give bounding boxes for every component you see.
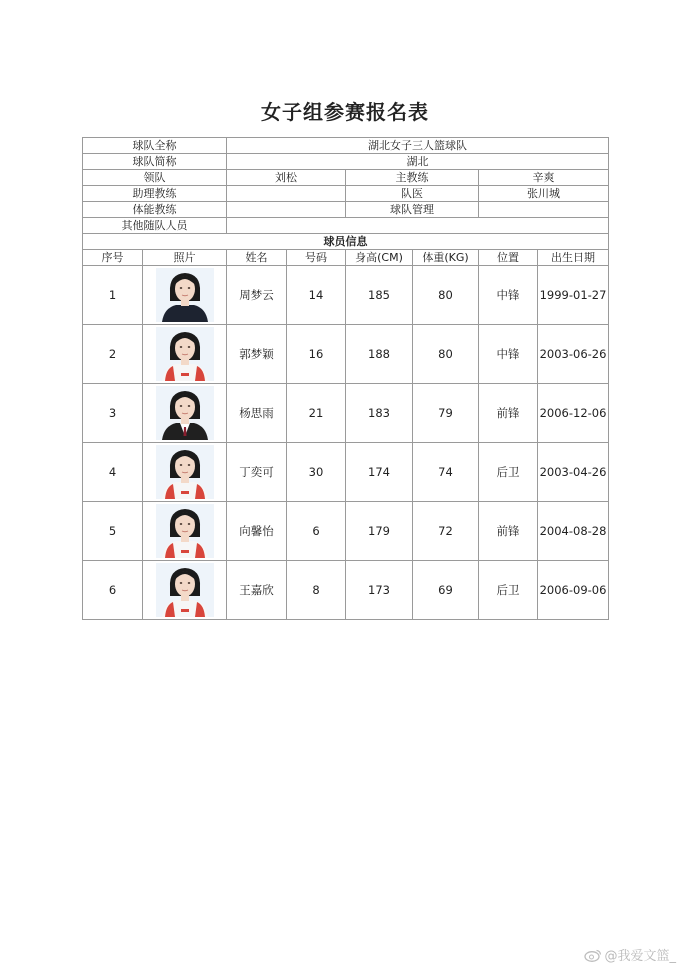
column-header: 序号 [83,250,143,266]
head-coach-value: 辛爽 [479,170,609,186]
player-height: 174 [346,443,413,502]
player-weight: 72 [413,502,479,561]
player-name: 杨思雨 [227,384,287,443]
player-weight: 74 [413,443,479,502]
others-value [227,218,609,234]
head-coach-label: 主教练 [346,170,479,186]
page-title: 女子组参赛报名表 [261,100,429,124]
player-photo-cell [143,502,227,561]
player-index: 6 [83,561,143,620]
player-position: 中锋 [479,325,538,384]
assistant-coach-value [227,186,346,202]
player-birthdate: 2003-04-26 [538,443,609,502]
player-photo-cell [143,384,227,443]
column-header: 体重(KG) [413,250,479,266]
player-height: 173 [346,561,413,620]
player-index: 5 [83,502,143,561]
player-index: 4 [83,443,143,502]
fitness-row [83,202,609,218]
assistant-row [83,186,609,202]
player-name: 王嘉欣 [227,561,287,620]
column-header: 身高(CM) [346,250,413,266]
column-header-row [83,250,609,266]
player-position: 后卫 [479,443,538,502]
player-name: 丁奕可 [227,443,287,502]
column-header: 位置 [479,250,538,266]
player-birthdate: 2006-12-06 [538,384,609,443]
players-section-title: 球员信息 [83,234,609,250]
team-fullname-value: 湖北女子三人篮球队 [227,138,609,154]
player-index: 3 [83,384,143,443]
player-number: 16 [287,325,346,384]
player-position: 后卫 [479,561,538,620]
doctor-value: 张川城 [479,186,609,202]
team-fullname-label: 球队全称 [83,138,227,154]
manager-value [479,202,609,218]
player-weight: 80 [413,325,479,384]
player-row [83,443,609,502]
leader-value: 刘松 [227,170,346,186]
player-photo [156,268,214,322]
player-birthdate: 2004-08-28 [538,502,609,561]
player-number: 8 [287,561,346,620]
others-row [83,218,609,234]
manager-label: 球队管理 [346,202,479,218]
team-fullname-row [83,138,609,154]
leader-row [83,170,609,186]
watermark-text: @我爱文篮_ [604,949,676,964]
column-header: 姓名 [227,250,287,266]
player-birthdate: 2003-06-26 [538,325,609,384]
player-height: 188 [346,325,413,384]
player-name: 向馨怡 [227,502,287,561]
player-photo [156,386,214,440]
registration-table [82,137,609,620]
player-number: 6 [287,502,346,561]
player-index: 1 [83,266,143,325]
column-header: 出生日期 [538,250,609,266]
player-row [83,266,609,325]
player-height: 179 [346,502,413,561]
player-row [83,502,609,561]
column-header: 照片 [143,250,227,266]
player-weight: 79 [413,384,479,443]
player-number: 30 [287,443,346,502]
player-photo [156,563,214,617]
player-weight: 69 [413,561,479,620]
players-section-row [83,234,609,250]
player-index: 2 [83,325,143,384]
player-birthdate: 1999-01-27 [538,266,609,325]
player-photo-cell [143,561,227,620]
player-photo [156,445,214,499]
player-weight: 80 [413,266,479,325]
player-list [83,266,609,620]
player-row [83,325,609,384]
fitness-coach-label: 体能教练 [83,202,227,218]
player-number: 21 [287,384,346,443]
player-name: 周梦云 [227,266,287,325]
leader-label: 领队 [83,170,227,186]
player-position: 前锋 [479,384,538,443]
doctor-label: 队医 [346,186,479,202]
team-shortname-label: 球队简称 [83,154,227,170]
player-photo-cell [143,443,227,502]
team-shortname-row [83,154,609,170]
player-position: 前锋 [479,502,538,561]
player-photo [156,504,214,558]
weibo-logo-icon [584,948,602,962]
player-birthdate: 2006-09-06 [538,561,609,620]
player-photo-cell [143,266,227,325]
player-position: 中锋 [479,266,538,325]
player-height: 185 [346,266,413,325]
player-photo [156,327,214,381]
fitness-coach-value [227,202,346,218]
team-shortname-value: 湖北 [227,154,609,170]
watermark [584,945,676,964]
player-number: 14 [287,266,346,325]
player-height: 183 [346,384,413,443]
player-row [83,561,609,620]
player-name: 郭梦颖 [227,325,287,384]
column-header: 号码 [287,250,346,266]
player-photo-cell [143,325,227,384]
assistant-coach-label: 助理教练 [83,186,227,202]
player-row [83,384,609,443]
others-label: 其他随队人员 [83,218,227,234]
